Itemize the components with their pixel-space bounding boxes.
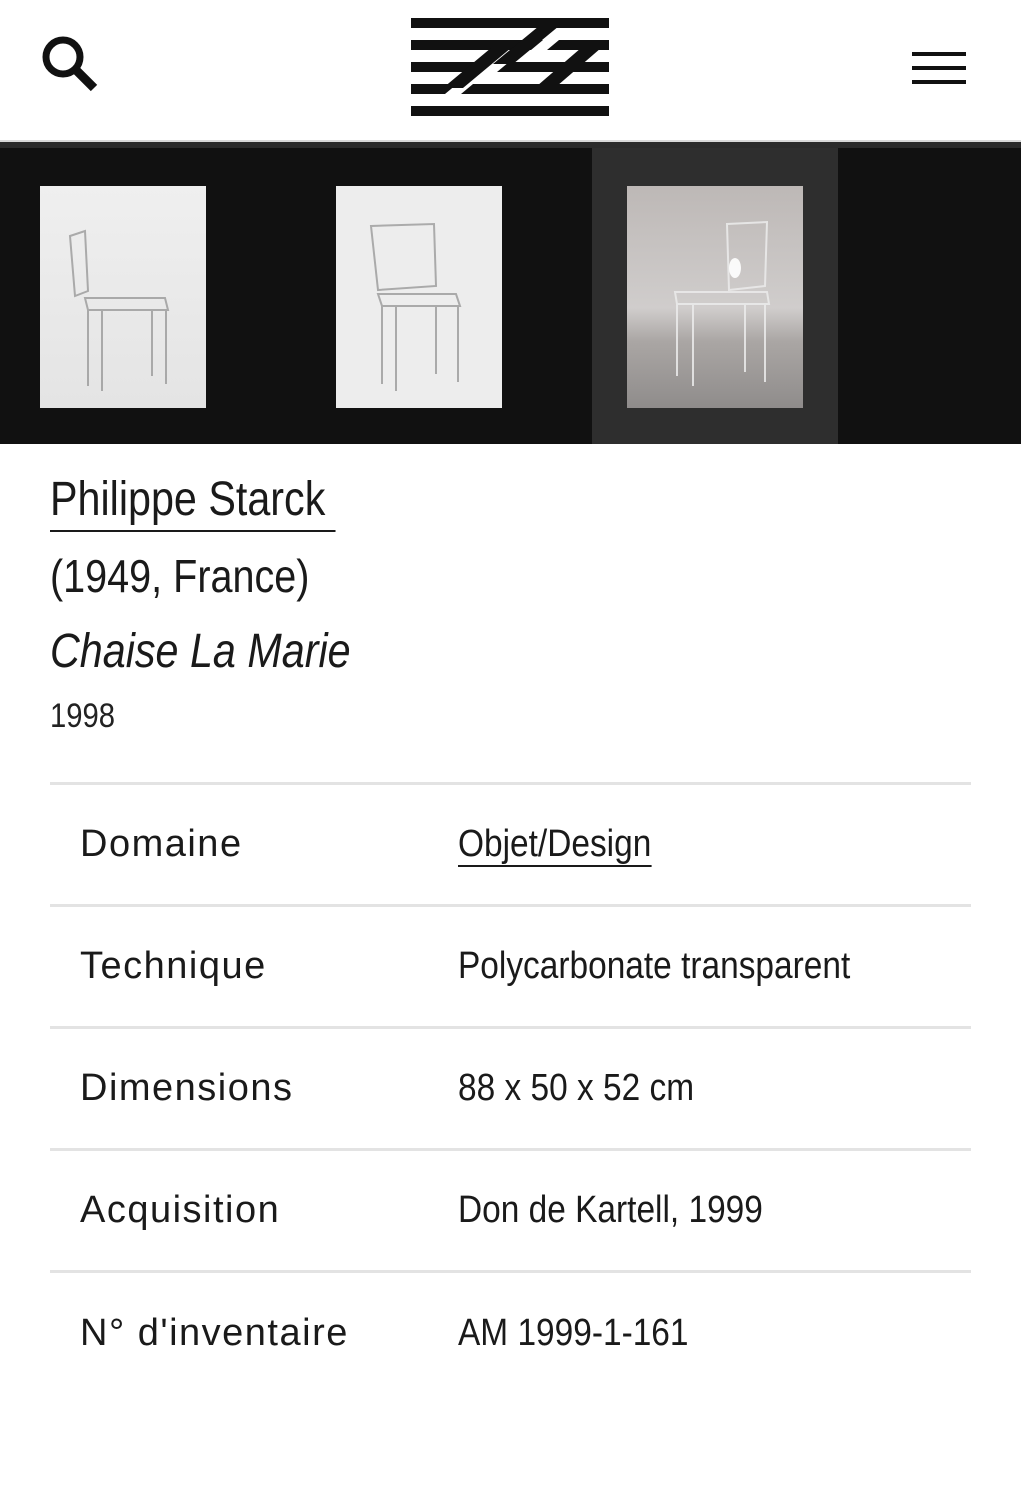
details-value: Don de Kartell, 1999: [458, 1189, 763, 1231]
details-value-cell: [458, 784, 971, 906]
artwork-info: [0, 444, 1021, 738]
details-value: Polycarbonate transparent: [458, 945, 851, 987]
details-row: [50, 784, 971, 906]
artwork-title: Chaise La Marie: [50, 625, 351, 678]
details-row: [50, 1028, 971, 1150]
details-label: Domaine: [80, 823, 243, 865]
details-value-cell: [458, 1272, 971, 1394]
artwork-year: 1998: [50, 697, 116, 735]
details-row: [50, 1150, 971, 1272]
artist-name-link[interactable]: Philippe Starck: [50, 470, 336, 532]
details-value: [458, 823, 651, 866]
chair-photo-1[interactable]: [40, 186, 206, 408]
details-value-cell: [458, 1028, 971, 1150]
domaine-link[interactable]: Objet/Design: [458, 823, 652, 865]
hamburger-menu-icon[interactable]: [906, 48, 972, 92]
chair-photo-3[interactable]: [627, 186, 803, 408]
chair-photo-2[interactable]: [336, 186, 502, 408]
site-header: [0, 0, 1021, 142]
details-label: Technique: [80, 945, 267, 987]
details-label: Acquisition: [80, 1189, 281, 1231]
details-value-cell: [458, 1150, 971, 1272]
centre-pompidou-logo[interactable]: [411, 18, 609, 116]
image-gallery: [0, 142, 1021, 444]
details-value-cell: [458, 906, 971, 1028]
artwork-details-table: [50, 782, 971, 1394]
details-label: N° d'inventaire: [80, 1311, 349, 1354]
details-value: 88 x 50 x 52 cm: [458, 1067, 695, 1109]
details-row: [50, 1272, 971, 1394]
details-row: [50, 906, 971, 1028]
details-value: AM 1999-1-161: [458, 1311, 689, 1354]
search-icon[interactable]: [36, 30, 102, 96]
artist-birth-info: (1949, France): [50, 550, 310, 602]
details-label: Dimensions: [80, 1067, 294, 1109]
